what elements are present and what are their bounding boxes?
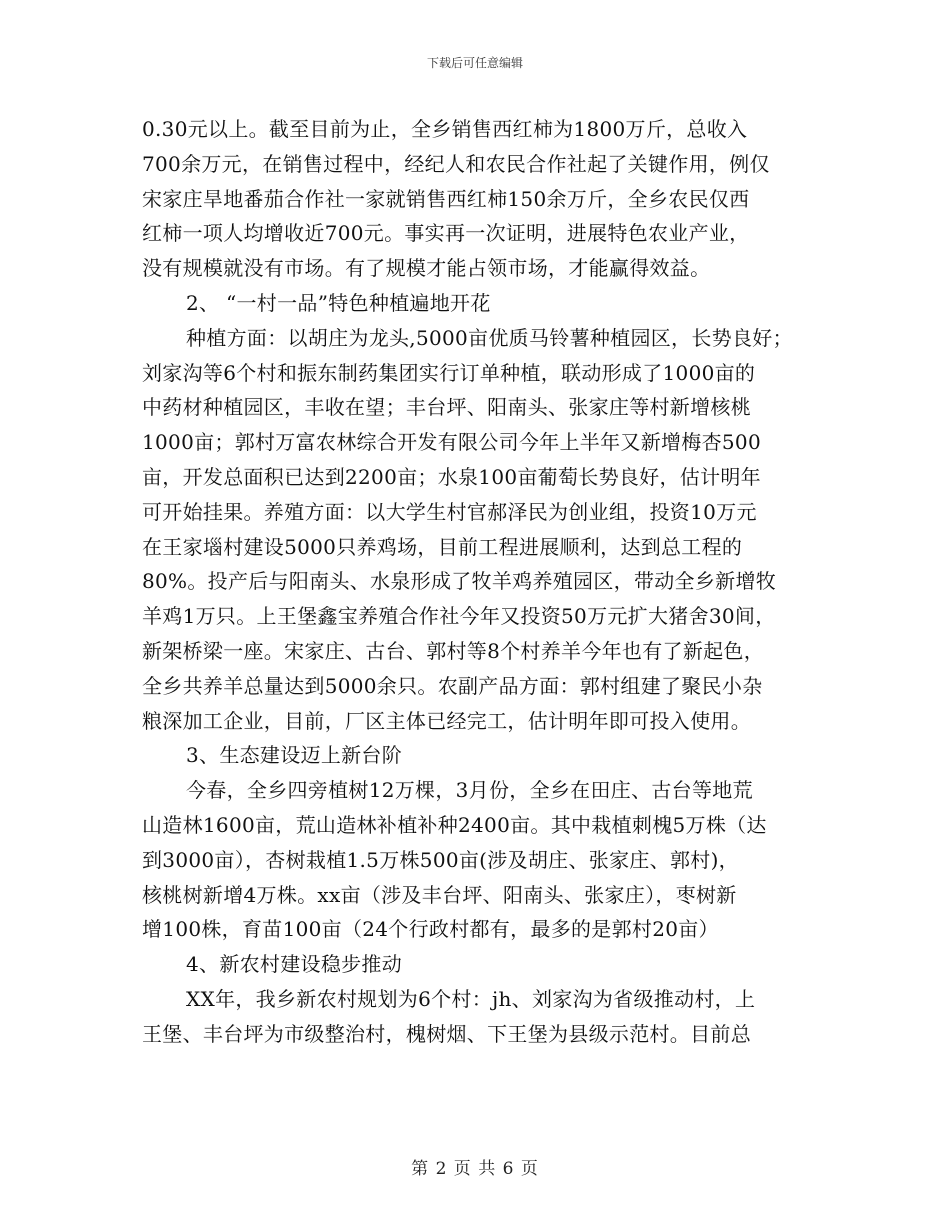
text-line: 4、新农村建设稳步推动 — [186, 952, 403, 977]
text-line: 中药材种植园区，丰收在望；丰台坪、阳南头、张家庄等村新增核桃 — [142, 395, 751, 420]
text-line: 王堡、丰台坪为市级整治村，槐树烟、下王堡为县级示范村。目前总 — [142, 1021, 751, 1046]
text-line: 3、生态建设迈上新台阶 — [186, 743, 403, 768]
text-line: 在王家堖村建设5000只养鸡场，目前工程进展顺利，达到总工程的 — [142, 534, 743, 559]
text-line: 全乡共养羊总量达到5000余只。农副产品方面：郭村组建了聚民小杂 — [142, 673, 763, 698]
text-line: 刘家沟等6个村和振东制药集团实行订单种植，联动形成了1000亩的 — [142, 360, 756, 385]
text-line: 可开始挂果。养殖方面：以大学生村官郝泽民为创业组，投资10万元 — [142, 499, 757, 524]
page-number-footer: 第 2 页 共 6 页 — [411, 1159, 539, 1179]
text-line: 种植方面：以胡庄为龙头,5000亩优质马铃薯种植园区，长势良好； — [186, 325, 793, 350]
text-line: 增100株，育苗100亩（24个行政村都有，最多的是郭村20亩） — [142, 917, 719, 942]
text-line: 没有规模就没有市场。有了规模才能占领市场，才能赢得效益。 — [142, 256, 711, 281]
text-line: 粮深加工企业，目前，厂区主体已经完工，估计明年即可投入使用。 — [142, 708, 751, 733]
text-line: 羊鸡1万只。上王堡鑫宝养殖合作社今年又投资50万元扩大猪舍30间， — [142, 604, 776, 629]
text-line: 今春，全乡四旁植树12万棵，3月份，全乡在田庄、古台等地荒 — [186, 778, 753, 803]
text-line: 核桃树新增4万株。xx亩（涉及丰台坪、阳南头、张家庄），枣树新 — [142, 882, 737, 907]
document-body — [142, 112, 832, 1052]
text-line: 2、 “一村一品”特色种植遍地开花 — [186, 290, 491, 315]
text-line: 红柿一项人均增收近700元。事实再一次证明，进展特色农业产业， — [142, 221, 750, 246]
page-header: 下载后可任意编辑 — [426, 56, 523, 70]
text-line: XX年，我乡新农村规划为6个村：jh、刘家沟为省级推动村，上 — [186, 986, 756, 1011]
text-line: 宋家庄旱地番茄合作社一家就销售西红柿150余万斤，全乡农民仅西 — [142, 186, 750, 211]
text-line: 到3000亩），杏树栽植1.5万株500亩(涉及胡庄、张家庄、郭村)， — [142, 847, 739, 872]
text-line: 700余万元，在销售过程中，经纪人和农民合作社起了关键作用，例仅 — [142, 151, 770, 176]
text-line: 1000亩；郭村万富农林综合开发有限公司今年上半年又新增梅杏500 — [142, 430, 761, 455]
text-line: 0.30元以上。截至目前为止，全乡销售西红柿为1800万斤，总收入 — [142, 117, 748, 141]
text-line: 山造林1600亩，荒山造林补植补种2400亩。其中栽植刺槐5万株（达 — [142, 812, 767, 837]
text-line: 新架桥梁一座。宋家庄、古台、郭村等8个村养羊今年也有了新起色， — [142, 638, 765, 663]
text-line: 80%。投产后与阳南头、水泉形成了牧羊鸡养殖园区，带动全乡新增牧 — [142, 569, 777, 594]
text-line: 亩，开发总面积已达到2200亩；水泉100亩葡萄长势良好，估计明年 — [142, 464, 761, 489]
